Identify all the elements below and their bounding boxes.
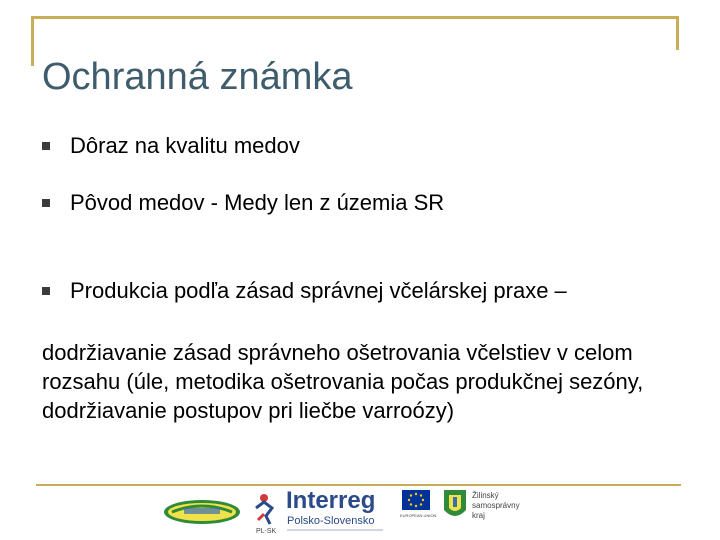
bullet-item-2: [42, 188, 444, 218]
body-paragraph: dodržiavanie zásad správneho ošetrovania včelstiev v celom rozsahu (úle, metodika ošetrovania počas produkčnej sezóny, dodržiavanie postupov pri liečbe varroózy): [42, 340, 644, 423]
eu-caption: EUROPEAN UNION: [400, 513, 437, 518]
interreg-wordmark: Interreg: [286, 487, 376, 514]
frame-left-line: [31, 16, 34, 66]
pl-sk-logo: [256, 494, 277, 535]
region-line-2: samosprávny: [472, 501, 520, 510]
region-line-1: Žilinský: [472, 491, 499, 500]
footer-logos: [160, 486, 540, 536]
bullet-text: Pôvod medov - Medy len z územia SR: [70, 190, 445, 215]
bullet-square-icon: [42, 142, 50, 150]
region-line-3: kraj: [472, 511, 485, 520]
bullet-item-3: [42, 276, 567, 306]
frame-top-line: [31, 16, 678, 19]
euroregion-logo: [164, 500, 240, 524]
pl-sk-label: PL-SK: [256, 528, 277, 535]
bullet-square-icon: [42, 287, 50, 295]
bullet-square-icon: [42, 199, 50, 207]
slide-title: Ochranná známka: [42, 56, 353, 98]
frame-right-line: [676, 16, 679, 50]
eu-flag-logo: [400, 490, 437, 518]
zilina-crest-logo: [444, 490, 466, 516]
bullet-text: Dôraz na kvalitu medov: [70, 133, 300, 158]
interreg-logo: [286, 487, 383, 531]
bullet-text: Produkcia podľa zásad správnej včelárskej praxe –: [70, 278, 567, 303]
bullet-item-1: [42, 131, 300, 161]
interreg-subtitle: Polsko-Slovensko: [287, 515, 375, 527]
